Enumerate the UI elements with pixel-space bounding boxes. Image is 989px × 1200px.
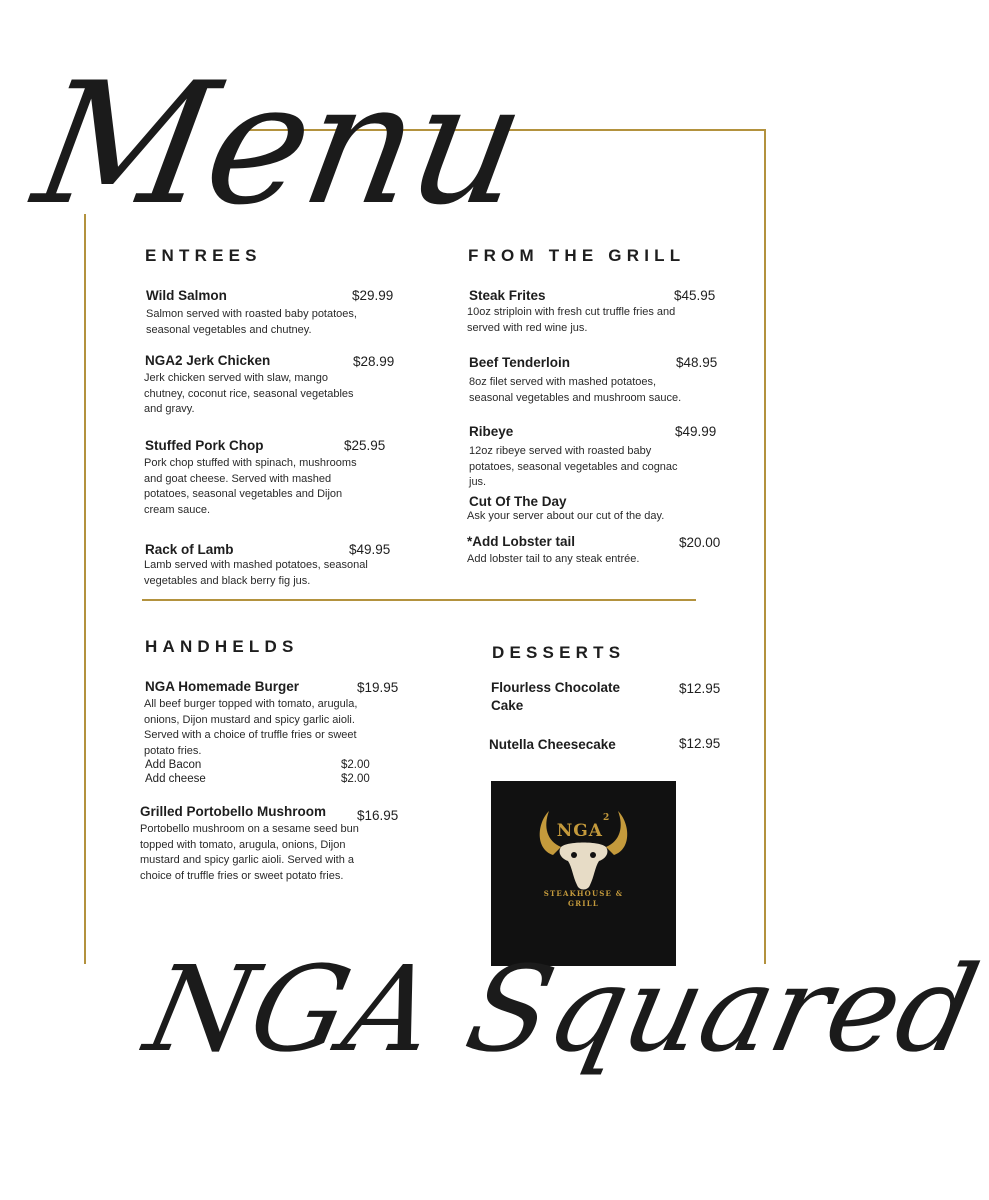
grill-name-ribeye: Ribeye	[469, 424, 514, 439]
handheld-price-portobello: $16.95	[357, 808, 399, 823]
grill-desc-beef-tenderloin: 8oz filet served with mashed potatoes, seasonal vegetables and mushroom sauce.	[469, 376, 682, 404]
grill-price-ribeye: $49.99	[675, 424, 717, 439]
handheld-name-portobello: Grilled Portobello Mushroom	[140, 804, 327, 819]
grill-name-cut-of-the-day: Cut Of The Day	[469, 494, 567, 509]
entree-name-rack-of-lamb: Rack of Lamb	[145, 542, 234, 557]
grill-name-beef-tenderloin: Beef Tenderloin	[469, 355, 571, 370]
grill-name-steak-frites: Steak Frites	[469, 288, 546, 303]
grill-heading: FROM THE GRILL	[468, 246, 686, 265]
entree-price-wild-salmon: $29.99	[352, 288, 394, 303]
addon-price-cheese: $2.00	[341, 773, 370, 785]
entree-desc-jerk-chicken: Jerk chicken served with slaw, mango chutney, coconut rice, seasonal vegetables and gravy.	[144, 372, 354, 416]
logo-subtitle-line2: GRILL	[568, 899, 599, 908]
dessert-name-nutella-cheesecake: Nutella Cheesecake	[489, 737, 616, 752]
addon-price-bacon: $2.00	[341, 759, 370, 771]
entree-desc-pork-chop: Pork chop stuffed with spinach, mushrooms and goat cheese. Served with mashed potatoes, seasonal vegetables and Dijon cream sauce.	[144, 457, 357, 516]
grill-price-beef-tenderloin: $48.95	[676, 355, 718, 370]
entree-name-wild-salmon: Wild Salmon	[146, 288, 227, 303]
entree-price-rack-of-lamb: $49.95	[349, 542, 391, 557]
frame-line-left	[84, 214, 86, 964]
dessert-name-chocolate-cake: Flourless Chocolate Cake	[491, 680, 621, 713]
entree-desc-wild-salmon: Salmon served with roasted baby potatoes, seasonal vegetables and chutney.	[146, 308, 357, 336]
grill-price-lobster-tail: $20.00	[679, 535, 721, 550]
addon-label-bacon: Add Bacon	[145, 759, 202, 771]
handheld-name-burger: NGA Homemade Burger	[145, 679, 300, 694]
entree-price-jerk-chicken: $28.99	[353, 354, 395, 369]
logo-subtitle-line1: STEAKHOUSE &	[543, 889, 624, 898]
handheld-desc-portobello: Portobello mushroom on a sesame seed bun topped with tomato, arugula, onions, Dijon mustard and spicy garlic aioli. Served with a choice of truffle fries or sweet potato fries.	[140, 823, 359, 882]
handheld-desc-burger: All beef burger topped with tomato, arugula, onions, Dijon mustard and spicy garlic aioli. Served with a choice of truffle fries or sweet potato fries.	[144, 698, 358, 757]
section-divider	[142, 599, 696, 601]
entree-price-pork-chop: $25.95	[344, 438, 386, 453]
grill-desc-ribeye: 12oz ribeye served with roasted baby potatoes, seasonal vegetables and cognac jus.	[469, 445, 678, 489]
grill-name-lobster-tail: *Add Lobster tail	[467, 534, 576, 549]
frame-line-right	[764, 129, 766, 964]
menu-title: Menu	[22, 46, 538, 242]
grill-desc-steak-frites: 10oz striploin with fresh cut truffle fries and served with red wine jus.	[467, 306, 676, 334]
handheld-price-burger: $19.95	[357, 680, 399, 695]
grill-desc-cut-of-the-day: Ask your server about our cut of the day.	[467, 510, 665, 522]
addon-label-cheese: Add cheese	[145, 773, 206, 785]
entree-desc-rack-of-lamb: Lamb served with mashed potatoes, seasonal vegetables and black berry fig jus.	[144, 559, 368, 587]
dessert-price-nutella-cheesecake: $12.95	[679, 736, 721, 751]
handhelds-heading: HANDHELDS	[145, 637, 299, 656]
logo-wordmark: NGA$^2$	[556, 813, 611, 841]
dessert-price-chocolate-cake: $12.95	[679, 681, 721, 696]
grill-desc-lobster-tail: Add lobster tail to any steak entrée.	[467, 553, 640, 565]
restaurant-logo	[491, 781, 676, 966]
bull-skull-icon	[491, 781, 676, 966]
grill-price-steak-frites: $45.95	[674, 288, 716, 303]
entrees-heading: ENTREES	[145, 246, 262, 265]
entree-name-jerk-chicken: NGA2 Jerk Chicken	[145, 353, 271, 368]
entree-name-pork-chop: Stuffed Pork Chop	[145, 438, 264, 453]
desserts-heading: DESSERTS	[492, 643, 626, 662]
brand-signature: NGA Squared	[135, 940, 989, 1078]
